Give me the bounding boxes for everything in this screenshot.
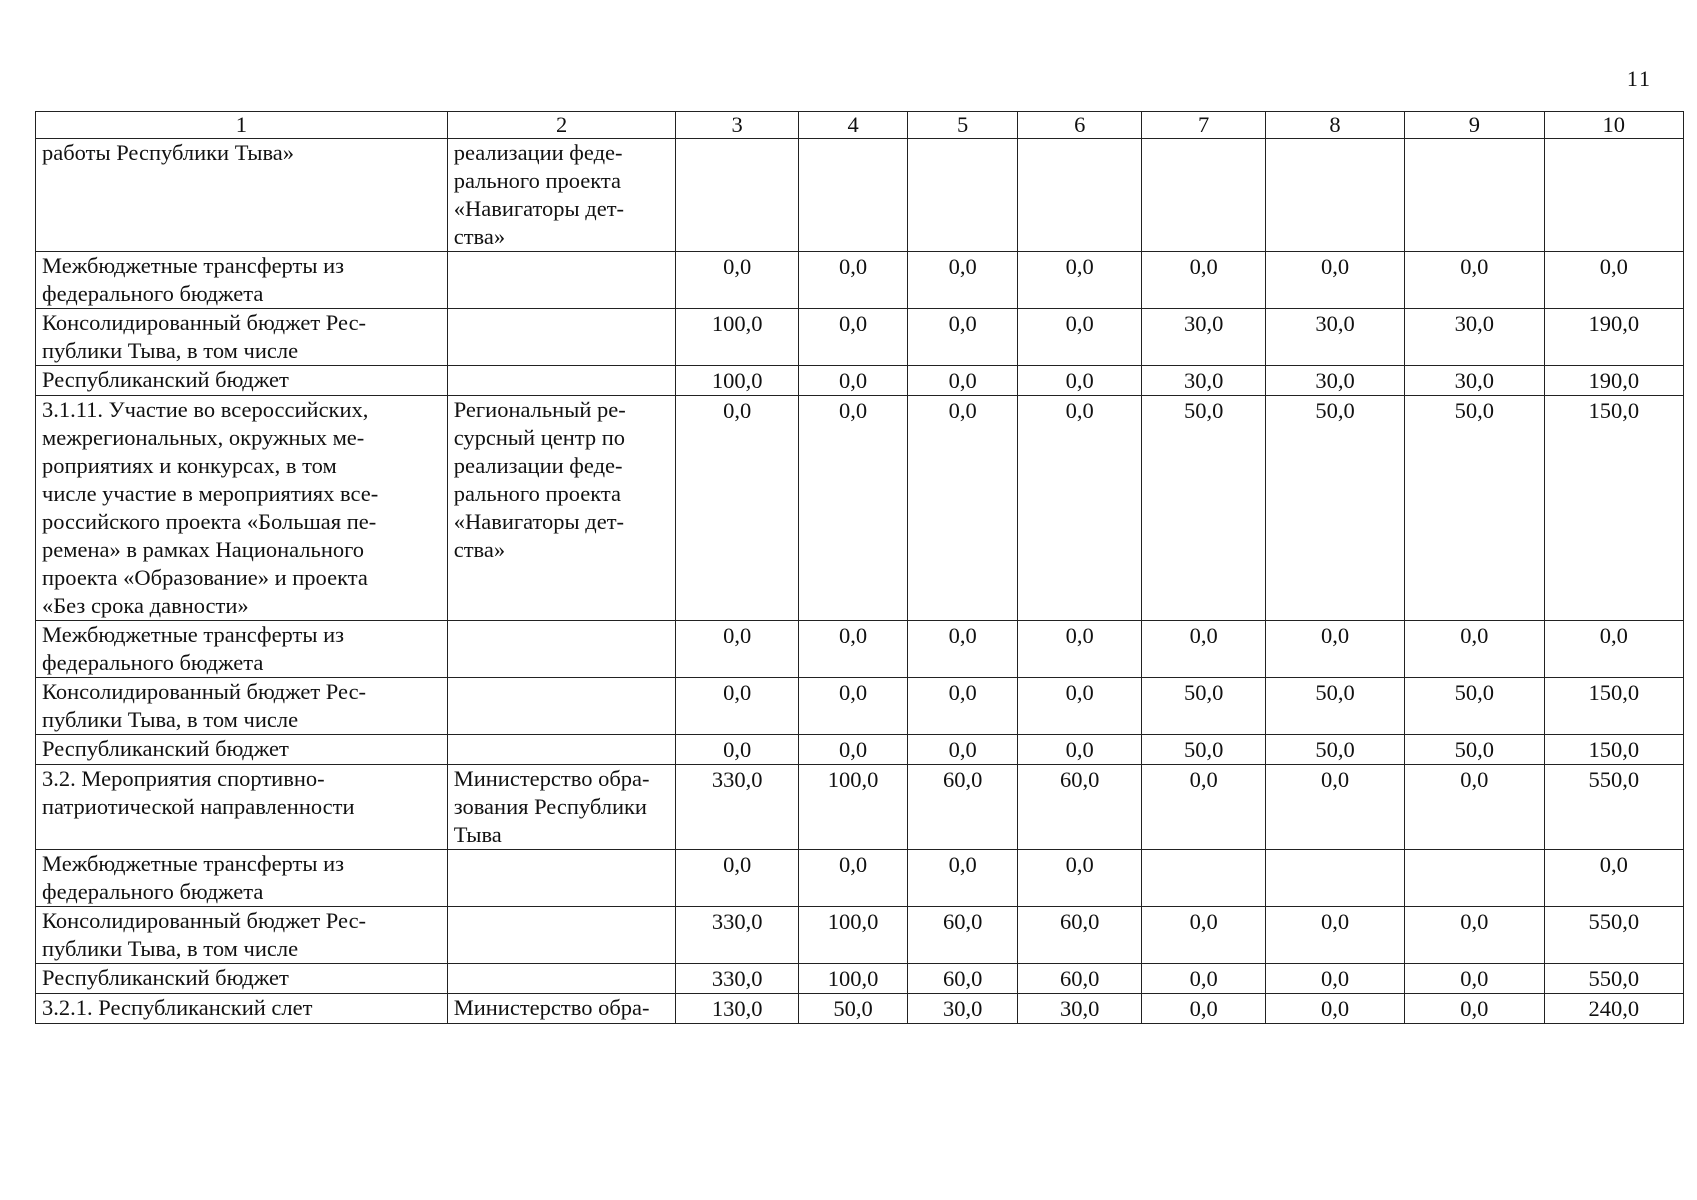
- row-name-cell: Консолидированный бюджет Рес- публики Тыва, в том числе: [36, 678, 448, 735]
- row-name-cell: 3.2.1. Республиканский слет: [36, 994, 448, 1024]
- executor-cell: [447, 907, 676, 964]
- value-cell: 0,0: [798, 621, 908, 678]
- value-cell: 0,0: [1017, 309, 1141, 366]
- value-cell: 0,0: [1142, 964, 1265, 994]
- executor-cell: [447, 735, 676, 765]
- row-name-cell: Межбюджетные трансферты из федерального бюджета: [36, 850, 448, 907]
- executor-cell: Министерство обра-: [447, 994, 676, 1024]
- value-cell: 0,0: [676, 252, 798, 309]
- row-name-cell: Республиканский бюджет: [36, 964, 448, 994]
- value-cell: 30,0: [1405, 366, 1544, 396]
- value-cell: 190,0: [1544, 309, 1683, 366]
- value-cell: 0,0: [1142, 252, 1265, 309]
- column-header: 2: [447, 112, 676, 139]
- value-cell: [1265, 850, 1404, 907]
- executor-cell: [447, 366, 676, 396]
- value-cell: 0,0: [1544, 252, 1683, 309]
- executor-cell: Министерство обра- зования Республики Тыва: [447, 765, 676, 850]
- budget-table: [35, 111, 1684, 1024]
- row-name-cell: Консолидированный бюджет Рес- публики Тыва, в том числе: [36, 309, 448, 366]
- value-cell: 0,0: [1405, 994, 1544, 1024]
- table-row: [36, 907, 1684, 964]
- table-row: [36, 621, 1684, 678]
- row-name-cell: работы Республики Тыва»: [36, 139, 448, 252]
- value-cell: 0,0: [1017, 252, 1141, 309]
- value-cell: [1142, 850, 1265, 907]
- value-cell: [1405, 139, 1544, 252]
- value-cell: 130,0: [676, 994, 798, 1024]
- value-cell: 100,0: [798, 765, 908, 850]
- value-cell: 0,0: [1142, 765, 1265, 850]
- value-cell: 100,0: [676, 309, 798, 366]
- value-cell: 0,0: [798, 252, 908, 309]
- row-name-cell: Консолидированный бюджет Рес- публики Тыва, в том числе: [36, 907, 448, 964]
- page-number: 11: [1626, 66, 1652, 91]
- value-cell: 0,0: [1265, 765, 1404, 850]
- value-cell: 0,0: [1265, 907, 1404, 964]
- value-cell: 0,0: [676, 396, 798, 621]
- value-cell: 0,0: [1405, 907, 1544, 964]
- executor-cell: [447, 252, 676, 309]
- value-cell: 30,0: [1017, 994, 1141, 1024]
- value-cell: 30,0: [908, 994, 1018, 1024]
- value-cell: 0,0: [1405, 252, 1544, 309]
- table-row: [36, 765, 1684, 850]
- value-cell: 0,0: [1142, 621, 1265, 678]
- value-cell: 0,0: [1265, 964, 1404, 994]
- value-cell: 50,0: [1265, 678, 1404, 735]
- value-cell: 50,0: [798, 994, 908, 1024]
- table-row: [36, 994, 1684, 1024]
- value-cell: 0,0: [1142, 907, 1265, 964]
- column-header: 5: [908, 112, 1018, 139]
- row-name-cell: 3.2. Мероприятия спортивно- патриотической направленности: [36, 765, 448, 850]
- value-cell: 0,0: [1017, 678, 1141, 735]
- value-cell: 0,0: [1017, 366, 1141, 396]
- value-cell: 0,0: [798, 850, 908, 907]
- value-cell: 0,0: [908, 309, 1018, 366]
- value-cell: 0,0: [908, 396, 1018, 621]
- value-cell: 100,0: [798, 964, 908, 994]
- value-cell: 0,0: [1142, 994, 1265, 1024]
- value-cell: 0,0: [1265, 994, 1404, 1024]
- value-cell: 30,0: [1405, 309, 1544, 366]
- value-cell: 0,0: [908, 621, 1018, 678]
- value-cell: [1017, 139, 1141, 252]
- value-cell: 30,0: [1265, 366, 1404, 396]
- executor-cell: [447, 678, 676, 735]
- value-cell: 0,0: [908, 366, 1018, 396]
- value-cell: 0,0: [798, 309, 908, 366]
- value-cell: 60,0: [1017, 765, 1141, 850]
- value-cell: 0,0: [676, 850, 798, 907]
- value-cell: 0,0: [1405, 964, 1544, 994]
- executor-cell: [447, 309, 676, 366]
- value-cell: 30,0: [1142, 366, 1265, 396]
- table-row: [36, 252, 1684, 309]
- value-cell: 50,0: [1142, 396, 1265, 621]
- table-row: [36, 309, 1684, 366]
- value-cell: 0,0: [1405, 621, 1544, 678]
- value-cell: 50,0: [1405, 735, 1544, 765]
- table-row: [36, 366, 1684, 396]
- executor-cell: Региональный ре- сурсный центр по реализации феде- рального проекта «Навигаторы дет- ства»: [447, 396, 676, 621]
- value-cell: 0,0: [1405, 765, 1544, 850]
- value-cell: 150,0: [1544, 678, 1683, 735]
- value-cell: 50,0: [1405, 678, 1544, 735]
- column-header: 1: [36, 112, 448, 139]
- value-cell: 550,0: [1544, 964, 1683, 994]
- table-row: [36, 396, 1684, 621]
- value-cell: 50,0: [1265, 735, 1404, 765]
- value-cell: [1544, 139, 1683, 252]
- value-cell: 100,0: [798, 907, 908, 964]
- table-row: [36, 735, 1684, 765]
- table-header: [36, 112, 1684, 139]
- value-cell: 0,0: [1017, 621, 1141, 678]
- value-cell: 0,0: [908, 850, 1018, 907]
- value-cell: 0,0: [1265, 252, 1404, 309]
- value-cell: 60,0: [1017, 907, 1141, 964]
- value-cell: [908, 139, 1018, 252]
- value-cell: 0,0: [676, 735, 798, 765]
- value-cell: 50,0: [1142, 735, 1265, 765]
- executor-cell: [447, 964, 676, 994]
- value-cell: 0,0: [1544, 850, 1683, 907]
- value-cell: 30,0: [1142, 309, 1265, 366]
- column-header: 9: [1405, 112, 1544, 139]
- value-cell: [1142, 139, 1265, 252]
- value-cell: 240,0: [1544, 994, 1683, 1024]
- value-cell: 0,0: [798, 735, 908, 765]
- value-cell: 30,0: [1265, 309, 1404, 366]
- header-row: [36, 112, 1684, 139]
- value-cell: 190,0: [1544, 366, 1683, 396]
- value-cell: 0,0: [1017, 396, 1141, 621]
- value-cell: 330,0: [676, 964, 798, 994]
- value-cell: 50,0: [1405, 396, 1544, 621]
- value-cell: [1405, 850, 1544, 907]
- value-cell: [676, 139, 798, 252]
- value-cell: [798, 139, 908, 252]
- column-header: 10: [1544, 112, 1683, 139]
- executor-cell: [447, 621, 676, 678]
- row-name-cell: 3.1.11. Участие во всероссийских, межрегиональных, окружных ме- роприятиях и конкурсах, в том числе участие в мероприятиях все- российского проекта «Большая пе- ремена» в рамках Национального проекта «Образование» и проекта «Без срока давности»: [36, 396, 448, 621]
- value-cell: 0,0: [1017, 735, 1141, 765]
- value-cell: 50,0: [1142, 678, 1265, 735]
- value-cell: 60,0: [908, 907, 1018, 964]
- value-cell: 150,0: [1544, 735, 1683, 765]
- table-row: [36, 678, 1684, 735]
- table-body: [36, 139, 1684, 1024]
- value-cell: 330,0: [676, 907, 798, 964]
- column-header: 8: [1265, 112, 1404, 139]
- value-cell: 100,0: [676, 366, 798, 396]
- value-cell: 0,0: [908, 735, 1018, 765]
- row-name-cell: Межбюджетные трансферты из федерального бюджета: [36, 252, 448, 309]
- value-cell: 0,0: [1265, 621, 1404, 678]
- executor-cell: реализации феде- рального проекта «Навигаторы дет- ства»: [447, 139, 676, 252]
- value-cell: 550,0: [1544, 765, 1683, 850]
- executor-cell: [447, 850, 676, 907]
- value-cell: 0,0: [908, 252, 1018, 309]
- value-cell: [1265, 139, 1404, 252]
- value-cell: 0,0: [1017, 850, 1141, 907]
- value-cell: 0,0: [676, 621, 798, 678]
- value-cell: 60,0: [1017, 964, 1141, 994]
- column-header: 4: [798, 112, 908, 139]
- row-name-cell: Республиканский бюджет: [36, 366, 448, 396]
- value-cell: 550,0: [1544, 907, 1683, 964]
- column-header: 6: [1017, 112, 1141, 139]
- value-cell: 0,0: [1544, 621, 1683, 678]
- table-row: [36, 139, 1684, 252]
- value-cell: 150,0: [1544, 396, 1683, 621]
- table-row: [36, 850, 1684, 907]
- value-cell: 0,0: [798, 366, 908, 396]
- value-cell: 60,0: [908, 964, 1018, 994]
- value-cell: 0,0: [676, 678, 798, 735]
- row-name-cell: Межбюджетные трансферты из федерального бюджета: [36, 621, 448, 678]
- value-cell: 0,0: [908, 678, 1018, 735]
- value-cell: 330,0: [676, 765, 798, 850]
- column-header: 3: [676, 112, 798, 139]
- value-cell: 0,0: [798, 396, 908, 621]
- value-cell: 60,0: [908, 765, 1018, 850]
- row-name-cell: Республиканский бюджет: [36, 735, 448, 765]
- table-row: [36, 964, 1684, 994]
- value-cell: 50,0: [1265, 396, 1404, 621]
- column-header: 7: [1142, 112, 1265, 139]
- value-cell: 0,0: [798, 678, 908, 735]
